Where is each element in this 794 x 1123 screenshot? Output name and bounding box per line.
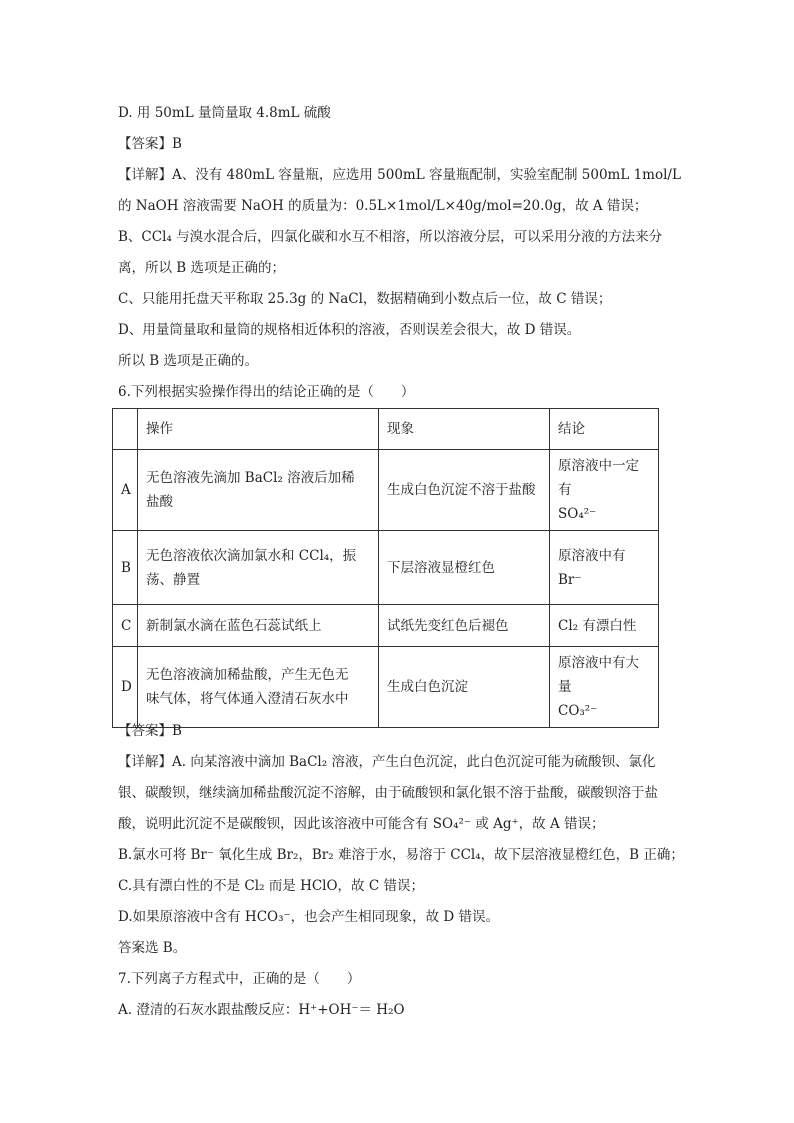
q5-detail-line: 离，所以 B 选项是正确的； [118, 260, 286, 276]
row-label: C [113, 605, 138, 647]
row-label: B [113, 531, 138, 605]
prev-option-d: D. 用 50mL 量筒量取 4.8mL 硫酸 [118, 105, 331, 121]
cell-line: 味气体，将气体通入澄清石灰水中 [146, 691, 349, 707]
row-conclusion [550, 450, 659, 531]
q5-detail-line: 【详解】A、没有 480mL 容量瓶，应选用 500mL 容量瓶配制，实验室配制 500mL 1mol/L [118, 167, 681, 183]
row-operation [138, 450, 379, 531]
q6-detail-line: 酸，说明此沉淀不是碳酸钡，因此该溶液中可能含有 SO₄²⁻ 或 Ag⁺，故 A 错误； [118, 816, 605, 832]
header-cell-conclusion: 结论 [550, 409, 659, 450]
cell-line: 荡、静置 [146, 571, 200, 588]
header-cell-operation: 操作 [138, 409, 379, 450]
row-label: A [113, 450, 138, 531]
q6-detail-line: C.具有漂白性的不是 Cl₂ 而是 HClO，故 C 错误； [118, 878, 424, 894]
q5-detail-line: 的 NaOH 溶液需要 NaOH 的质量为：0.5L×1mol/L×40g/mol=20.0g，故 A 错误； [118, 198, 648, 214]
q6-detail-line: 答案选 B。 [118, 940, 187, 956]
q6-answer: 【答案】B [118, 723, 182, 739]
cell-line: CO₃²⁻ [558, 703, 598, 719]
row-conclusion [550, 605, 659, 647]
q6-detail-line: D.如果原溶液中含有 HCO₃⁻，也会产生相同现象，故 D 错误。 [118, 909, 500, 925]
q6-detail-line: 银、碳酸钡，继续滴加稀盐酸沉淀不溶解，由于硫酸钡和氯化银不溶于盐酸，碳酸钡溶于盐 [118, 785, 658, 801]
row-phenomenon: 生成白色沉淀不溶于盐酸 [379, 450, 550, 531]
row-conclusion [550, 531, 659, 605]
cell-line: SO₄²⁻ [558, 506, 597, 522]
header-cell-phenomenon: 现象 [379, 409, 550, 450]
row-phenomenon: 生成白色沉淀 [379, 647, 550, 728]
row-operation [138, 605, 379, 647]
table-row [113, 647, 659, 728]
row-conclusion [550, 647, 659, 728]
table-header-row [113, 409, 659, 450]
q5-detail-line: D、用量筒量取和量筒的规格相近体积的溶液，否则误差会很大，故 D 错误。 [118, 322, 581, 338]
cell-line: 新制氯水滴在蓝色石蕊试纸上 [146, 617, 322, 634]
cell-line: 原溶液中一定有 [558, 458, 639, 498]
q6-detail-line: 【详解】A. 向某溶液中滴加 BaCl₂ 溶液，产生白色沉淀，此白色沉淀可能为硫酸钡、氯化 [118, 754, 656, 770]
table-row [113, 531, 659, 605]
row-operation [138, 647, 379, 728]
q7-stem: 7.下列离子方程式中，正确的是（ ） [118, 971, 361, 987]
header-cell-label [113, 409, 138, 450]
cell-line: 无色溶液滴加稀盐酸，产生无色无 [146, 667, 349, 683]
q6-table [112, 408, 659, 728]
q6-detail-line: B.氯水可将 Br⁻ 氧化生成 Br₂，Br₂ 难溶于水，易溶于 CCl₄，故下层溶液显橙红色，B 正确； [118, 847, 684, 863]
cell-line: 原溶液中有大量 [558, 655, 639, 695]
row-phenomenon: 试纸先变红色后褪色 [379, 605, 550, 647]
cell-line: 无色溶液依次滴加氯水和 CCl₄，振 [146, 547, 357, 564]
row-phenomenon: 下层溶液显橙红色 [379, 531, 550, 605]
q6-stem: 6.下列根据实验操作得出的结论正确的是（ ） [118, 384, 415, 400]
table-row [113, 450, 659, 531]
cell-line: 盐酸 [146, 494, 173, 510]
q5-detail-line: B、CCl₄ 与溴水混合后，四氯化碳和水互不相溶，所以溶液分层，可以采用分液的方法来分 [118, 229, 663, 245]
table-row [113, 605, 659, 647]
row-label: D [113, 647, 138, 728]
q5-detail-line: C、只能用托盘天平称取 25.3g 的 NaCl，数据精确到小数点后一位，故 C 错误； [118, 291, 612, 307]
cell-line: 无色溶液先滴加 BaCl₂ 溶液后加稀 [146, 470, 355, 486]
cell-line: 原溶液中有 Br⁻ [558, 547, 626, 588]
q5-answer: 【答案】B [118, 136, 182, 152]
row-operation [138, 531, 379, 605]
q5-detail-line: 所以 B 选项是正确的。 [118, 353, 259, 369]
q7-option-a: A. 澄清的石灰水跟盐酸反应：H⁺+OH⁻＝ H₂O [118, 1002, 405, 1018]
cell-line: Cl₂ 有漂白性 [558, 617, 637, 634]
